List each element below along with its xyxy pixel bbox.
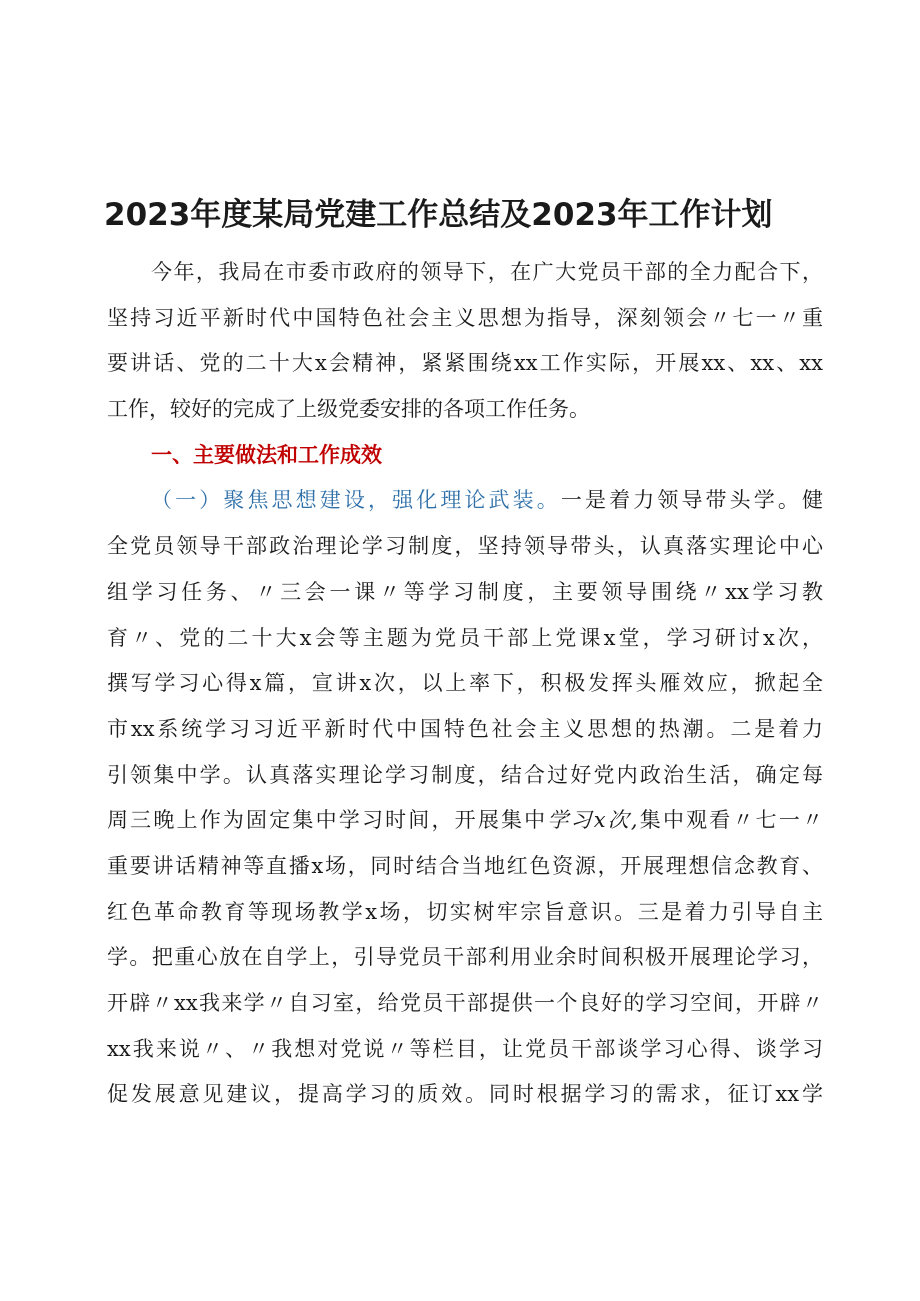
paragraph-text: 集中观看〃七一〃 bbox=[637, 808, 824, 833]
intro-line: 要讲话、党的二十大x会精神，紧紧围绕xx工作实际，开展xx、xx、xx bbox=[107, 351, 823, 376]
paragraph-line: 促发展意见建议，提高学习的质效。同时根据学习的需求，征订xx学 bbox=[107, 1082, 823, 1107]
intro-line: 坚持习近平新时代中国特色社会主义思想为指导，深刻领会〃七一〃重 bbox=[107, 305, 823, 330]
paragraph-text: 一是着力领导带头学。健 bbox=[560, 488, 824, 513]
document-body bbox=[107, 250, 823, 1118]
paragraph-line: 学。把重心放在自学上，引导党员干部利用业余时间积极开展理论学习， bbox=[107, 945, 823, 970]
paragraph-line: xx我来说〃、〃我想对党说〃等栏目，让党员干部谈学习心得、谈学习 bbox=[107, 1036, 823, 1061]
paragraph-line bbox=[107, 798, 823, 844]
paragraph-line bbox=[107, 478, 823, 524]
intro-line: 今年，我局在市委市政府的领导下，在广大党员干部的全力配合下， bbox=[151, 260, 823, 284]
paragraph-text: 周三晚上作为固定集中学习时间，开展集中 bbox=[107, 808, 548, 833]
section-heading: 一、主要做法和工作成效 bbox=[151, 442, 382, 467]
paragraph-line: 红色革命教育等现场教学x场，切实树牢宗旨意识。三是着力引导自主 bbox=[107, 899, 823, 924]
paragraph-line: 育〃、党的二十大x会等主题为党员干部上党课x堂，学习研讨x次， bbox=[107, 625, 823, 650]
paragraph-line: 组学习任务、〃三会一课〃等学习制度，主要领导围绕〃xx学习教 bbox=[107, 579, 823, 604]
intro-line: 工作，较好的完成了上级党委安排的各项工作任务。 bbox=[107, 397, 590, 422]
paragraph-line: 市xx系统学习习近平新时代中国特色社会主义思想的热潮。二是着力 bbox=[107, 716, 823, 741]
paragraph-text-italic: 学习x次, bbox=[547, 808, 638, 833]
paragraph-line: 引领集中学。认真落实理论学习制度，结合过好党内政治生活，确定每 bbox=[107, 762, 823, 787]
subsection-heading: （一）聚焦思想建设，强化理论武装。 bbox=[151, 488, 561, 513]
paragraph-line: 开辟〃xx我来学〃自习室，给党员干部提供一个良好的学习空间，开辟〃 bbox=[107, 991, 823, 1015]
paragraph-line: 重要讲话精神等直播x场，同时结合当地红色资源，开展理想信念教育、 bbox=[107, 853, 823, 878]
document-title: 2023年度某局党建工作总结及2023年工作计划 bbox=[104, 197, 773, 233]
paragraph-line: 全党员领导干部政治理论学习制度，坚持领导带头，认真落实理论中心 bbox=[107, 534, 823, 559]
paragraph-line: 撰写学习心得x篇，宣讲x次，以上率下，积极发挥头雁效应，掀起全 bbox=[107, 671, 823, 696]
